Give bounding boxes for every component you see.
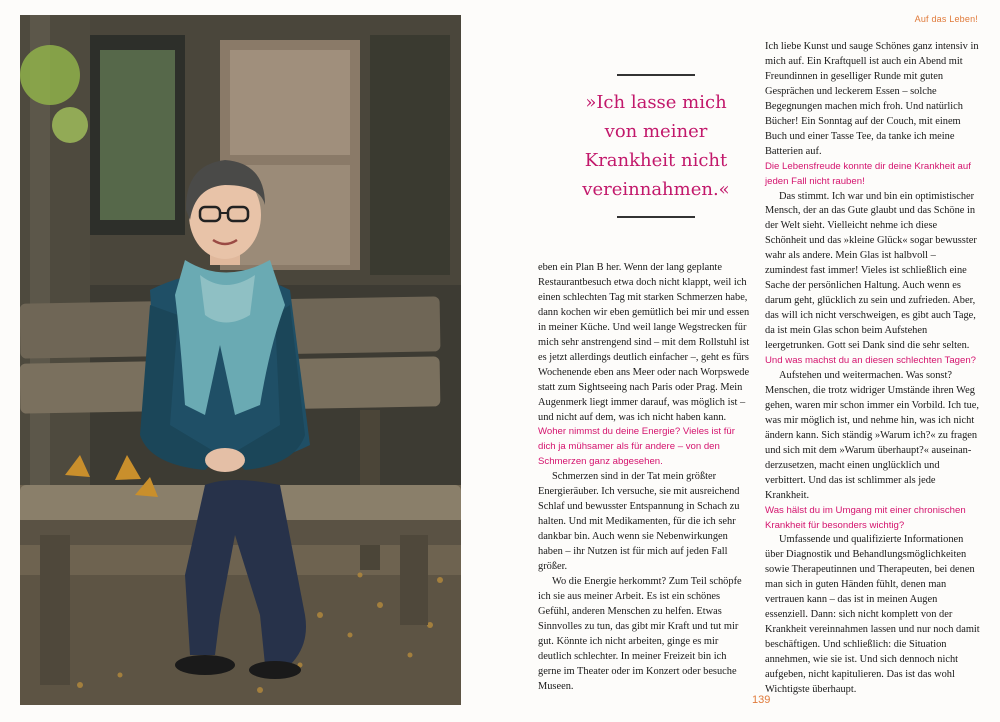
portrait-illustration: [20, 15, 461, 705]
pull-quote-line: Krankheit nicht: [584, 150, 728, 171]
paragraph: Schmerzen sind in der Tat mein größter Energieräuber. Ich versuche, sie mit ausreichend Schlaf und bewusster Entspannung in Schach zu halten. Und mit Medikamenten, für die ich sehr dankbar bin. Auch wenn sie Nebenwirkungen haben – ihr Nutzen ist für mich auf jeden Fall größer.: [538, 471, 740, 573]
interview-question: Was hälst du im Umgang mit einer chronischen Krankheit für besonders wichtig?: [765, 504, 966, 531]
text-column-right: [765, 40, 980, 698]
page-number: 139: [752, 694, 771, 706]
interview-question: Und was machst du an diesen schlechten Tagen?: [765, 355, 977, 367]
paragraph: Aufstehen und weitermachen. Was sonst? Menschen, die trotz widriger Umstände ihren Weg gehen, waren mir schon immer ein Vorbild. Ich tue, was mir möglich ist, und nehme hin, was ich nicht ändern kann. Sich ständig »Warum ich?« zu fragen und sich mit dem »Warum überhaupt?« auseinan-derzusetzen, macht einen unglücklich und verbittert. Und das ist schlimmer als jede Krankheit.: [765, 369, 980, 501]
pull-quote: [552, 88, 760, 204]
quote-bottom-rule: [617, 216, 695, 218]
pull-quote-line: »Ich lasse mich: [585, 92, 727, 113]
running-head: Auf das Leben!: [914, 14, 978, 24]
text-column-left: [538, 261, 751, 695]
pull-quote-line: vereinnahmen.«: [582, 179, 730, 200]
quote-top-rule: [617, 74, 695, 76]
paragraph: Ich liebe Kunst und sauge Schönes ganz intensiv in mich auf. Ein Kraftquell ist auch ein Abend mit Freundinnen in geselliger Runde mit guten Gesprächen und leckerem Essen – solche Begegnungen machen mich froh. Und natürlich Bücher! Ein Sonntag auf der Couch, mit einem Buch und einer Tasse Tee, da tanke ich meine Batterien auf.: [765, 41, 979, 157]
interview-question: Die Lebensfreude konnte dir deine Krankheit auf jeden Fall nicht rauben!: [765, 160, 971, 187]
interview-question: Woher nimmst du deine Energie? Vieles ist für dich ja mühsamer als für andere – von den Schmerzen ganz abgesehen.: [538, 426, 735, 468]
paragraph: eben ein Plan B her. Wenn der lang geplante Restaurantbesuch etwa doch nicht klappt, weil ich einen schlechten Tag mit starken Schmerzen habe, dann kochen wir eben gemütlich bei mir und essen in meiner Küche. Und weil lange Wegstrecken für mich sehr anstrengend sind – mit dem Rollstuhl ist es jetzt allerdings deutlich einfacher –, geht es fürs Wochenende eben ans Meer oder nach Worpswede statt zum Sightseeing nach Paris oder Prag. Mein Augenmerk liegt immer darauf, was möglich ist – und nicht auf dem, was ich nicht haben kann.: [538, 262, 750, 423]
paragraph: Umfassende und qualifizierte Informationen über Diagnostik und Behandlungsmöglichkeiten sowie Therapeutinnen und Therapeuten, bei denen man sich in guten Händen fühlt, denen man vertrauen kann – das ist in meinen Augen essenziell. Dann: sich nicht komplett von der Krankheit vereinnahmen lassen und nur noch damit beschäftigen. Und schließlich: die Situation annehmen, wie sie ist. Und sich dennoch nicht aufgeben, nicht kapitulieren. Das ist das wohl Wichtigste überhaupt.: [765, 534, 980, 695]
portrait-photo: [20, 15, 461, 705]
paragraph: Wo die Energie herkommt? Zum Teil schöpfe ich sie aus meiner Arbeit. Es ist ein schönes Gefühl, anderen Menschen zu helfen. Etwas Sinnvolles zu tun, das gibt mir Kraft und tut mir gut. Könnte ich nicht arbeiten, ginge es mir deutlich schlechter. In meiner Freizeit bin ich gerne im Theater oder im Konzert oder besuche Museen.: [538, 576, 742, 692]
paragraph: Das stimmt. Ich war und bin ein optimistischer Mensch, der an das Gute glaubt und das Schöne in der Welt sieht. Vielleicht nehme ich diese Schönheit und das »kleine Glück« sogar bewusster wahr als andere. Mein Glas ist halbvoll – zumindest fast immer! Vieles ist schließlich eine Sache der persönlichen Haltung. Auch wenn es darum geht, glücklich zu sein und zufrieden. Aber, das will ich nicht verschweigen, es gibt auch Tage, da ist mein Glas schon beim Aufstehen leergetrunken. Gott sei Dank sind die sehr selten.: [765, 190, 977, 352]
pull-quote-line: von meiner: [604, 121, 708, 142]
